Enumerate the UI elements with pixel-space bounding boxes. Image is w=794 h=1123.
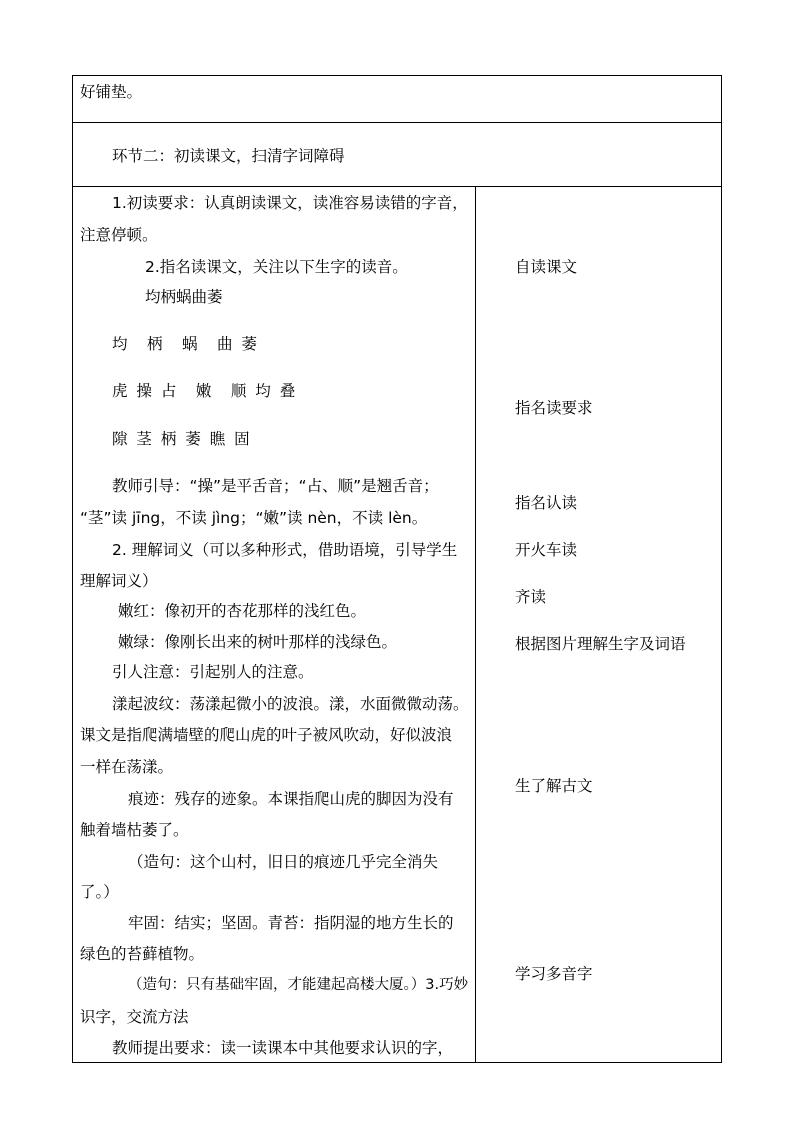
left-line: 均柄蜗曲萎 <box>145 288 223 306</box>
right-item: 齐读 <box>515 588 547 606</box>
left-line: 了。） <box>80 883 119 901</box>
left-line: 注意停顿。 <box>80 226 158 244</box>
row-divider-1 <box>72 122 722 123</box>
left-line: 教师引导：“操”是平舌音；“占、顺”是翘舌音； <box>112 477 439 495</box>
right-item: 指名读要求 <box>515 399 593 417</box>
left-line: 嫩红：像初开的杏花那样的浅红色。 <box>118 602 367 620</box>
left-line: 课文是指爬满墙壁的爬山虎的叶子被风吹动，好似波浪 <box>80 726 453 744</box>
left-line: 痕迹：残存的迹象。本课指爬山虎的脚因为没有 <box>128 790 454 808</box>
left-line: 一样在荡漾。 <box>80 758 174 776</box>
right-item: 生了解古文 <box>515 777 593 795</box>
column-divider <box>475 186 476 1063</box>
right-item: 自读课文 <box>515 258 578 276</box>
header-row-text: 好铺垫。 <box>80 83 143 101</box>
section-title: 环节二：初读课文，扫清字词障碍 <box>112 147 345 165</box>
right-item: 根据图片理解生字及词语 <box>515 635 686 653</box>
left-line: 识字，交流方法 <box>80 1008 189 1026</box>
left-line: 2.指名读课文，关注以下生字的读音。 <box>145 258 408 276</box>
left-line: 虎 操 占 嫩 顺 均 叠 <box>112 382 298 400</box>
left-line: 均 柄 蜗 曲 萎 <box>112 335 259 353</box>
right-item: 指名认读 <box>515 494 578 512</box>
left-line: 嫩绿：像刚长出来的树叶那样的浅绿色。 <box>118 633 398 651</box>
left-line: 引人注意：引起别人的注意。 <box>112 663 314 681</box>
left-line: 2. 理解词义（可以多种形式，借助语境，引导学生 <box>112 541 458 559</box>
left-line: 理解词义） <box>80 572 158 590</box>
left-line: 隙 茎 柄 萎 瞧 固 <box>112 430 252 448</box>
left-line: （造句：这个山村，旧日的痕迹几乎完全消失 <box>128 853 439 871</box>
left-line: 绿色的苔藓植物。 <box>80 945 205 963</box>
right-item: 学习多音字 <box>515 965 593 983</box>
left-line: “茎”读 jīng，不读 jìng；“嫩”读 nèn，不读 lèn。 <box>80 509 428 527</box>
left-line: （造句：只有基础牢固，才能建起高楼大厦。）3.巧妙 <box>128 977 469 993</box>
left-line: 触着墙枯萎了。 <box>80 821 189 839</box>
right-item: 开火车读 <box>515 541 578 559</box>
left-line: 教师提出要求：读一读课本中其他要求认识的字， <box>112 1039 454 1057</box>
left-line: 漾起波纹：荡漾起微小的波浪。漾，水面微微动荡。 <box>112 695 469 713</box>
left-line: 1.初读要求：认真朗读课文，读准容易读错的字音， <box>112 194 468 212</box>
row-divider-2 <box>72 186 722 187</box>
left-line: 牢固：结实；坚固。青苔：指阴湿的地方生长的 <box>128 914 454 932</box>
